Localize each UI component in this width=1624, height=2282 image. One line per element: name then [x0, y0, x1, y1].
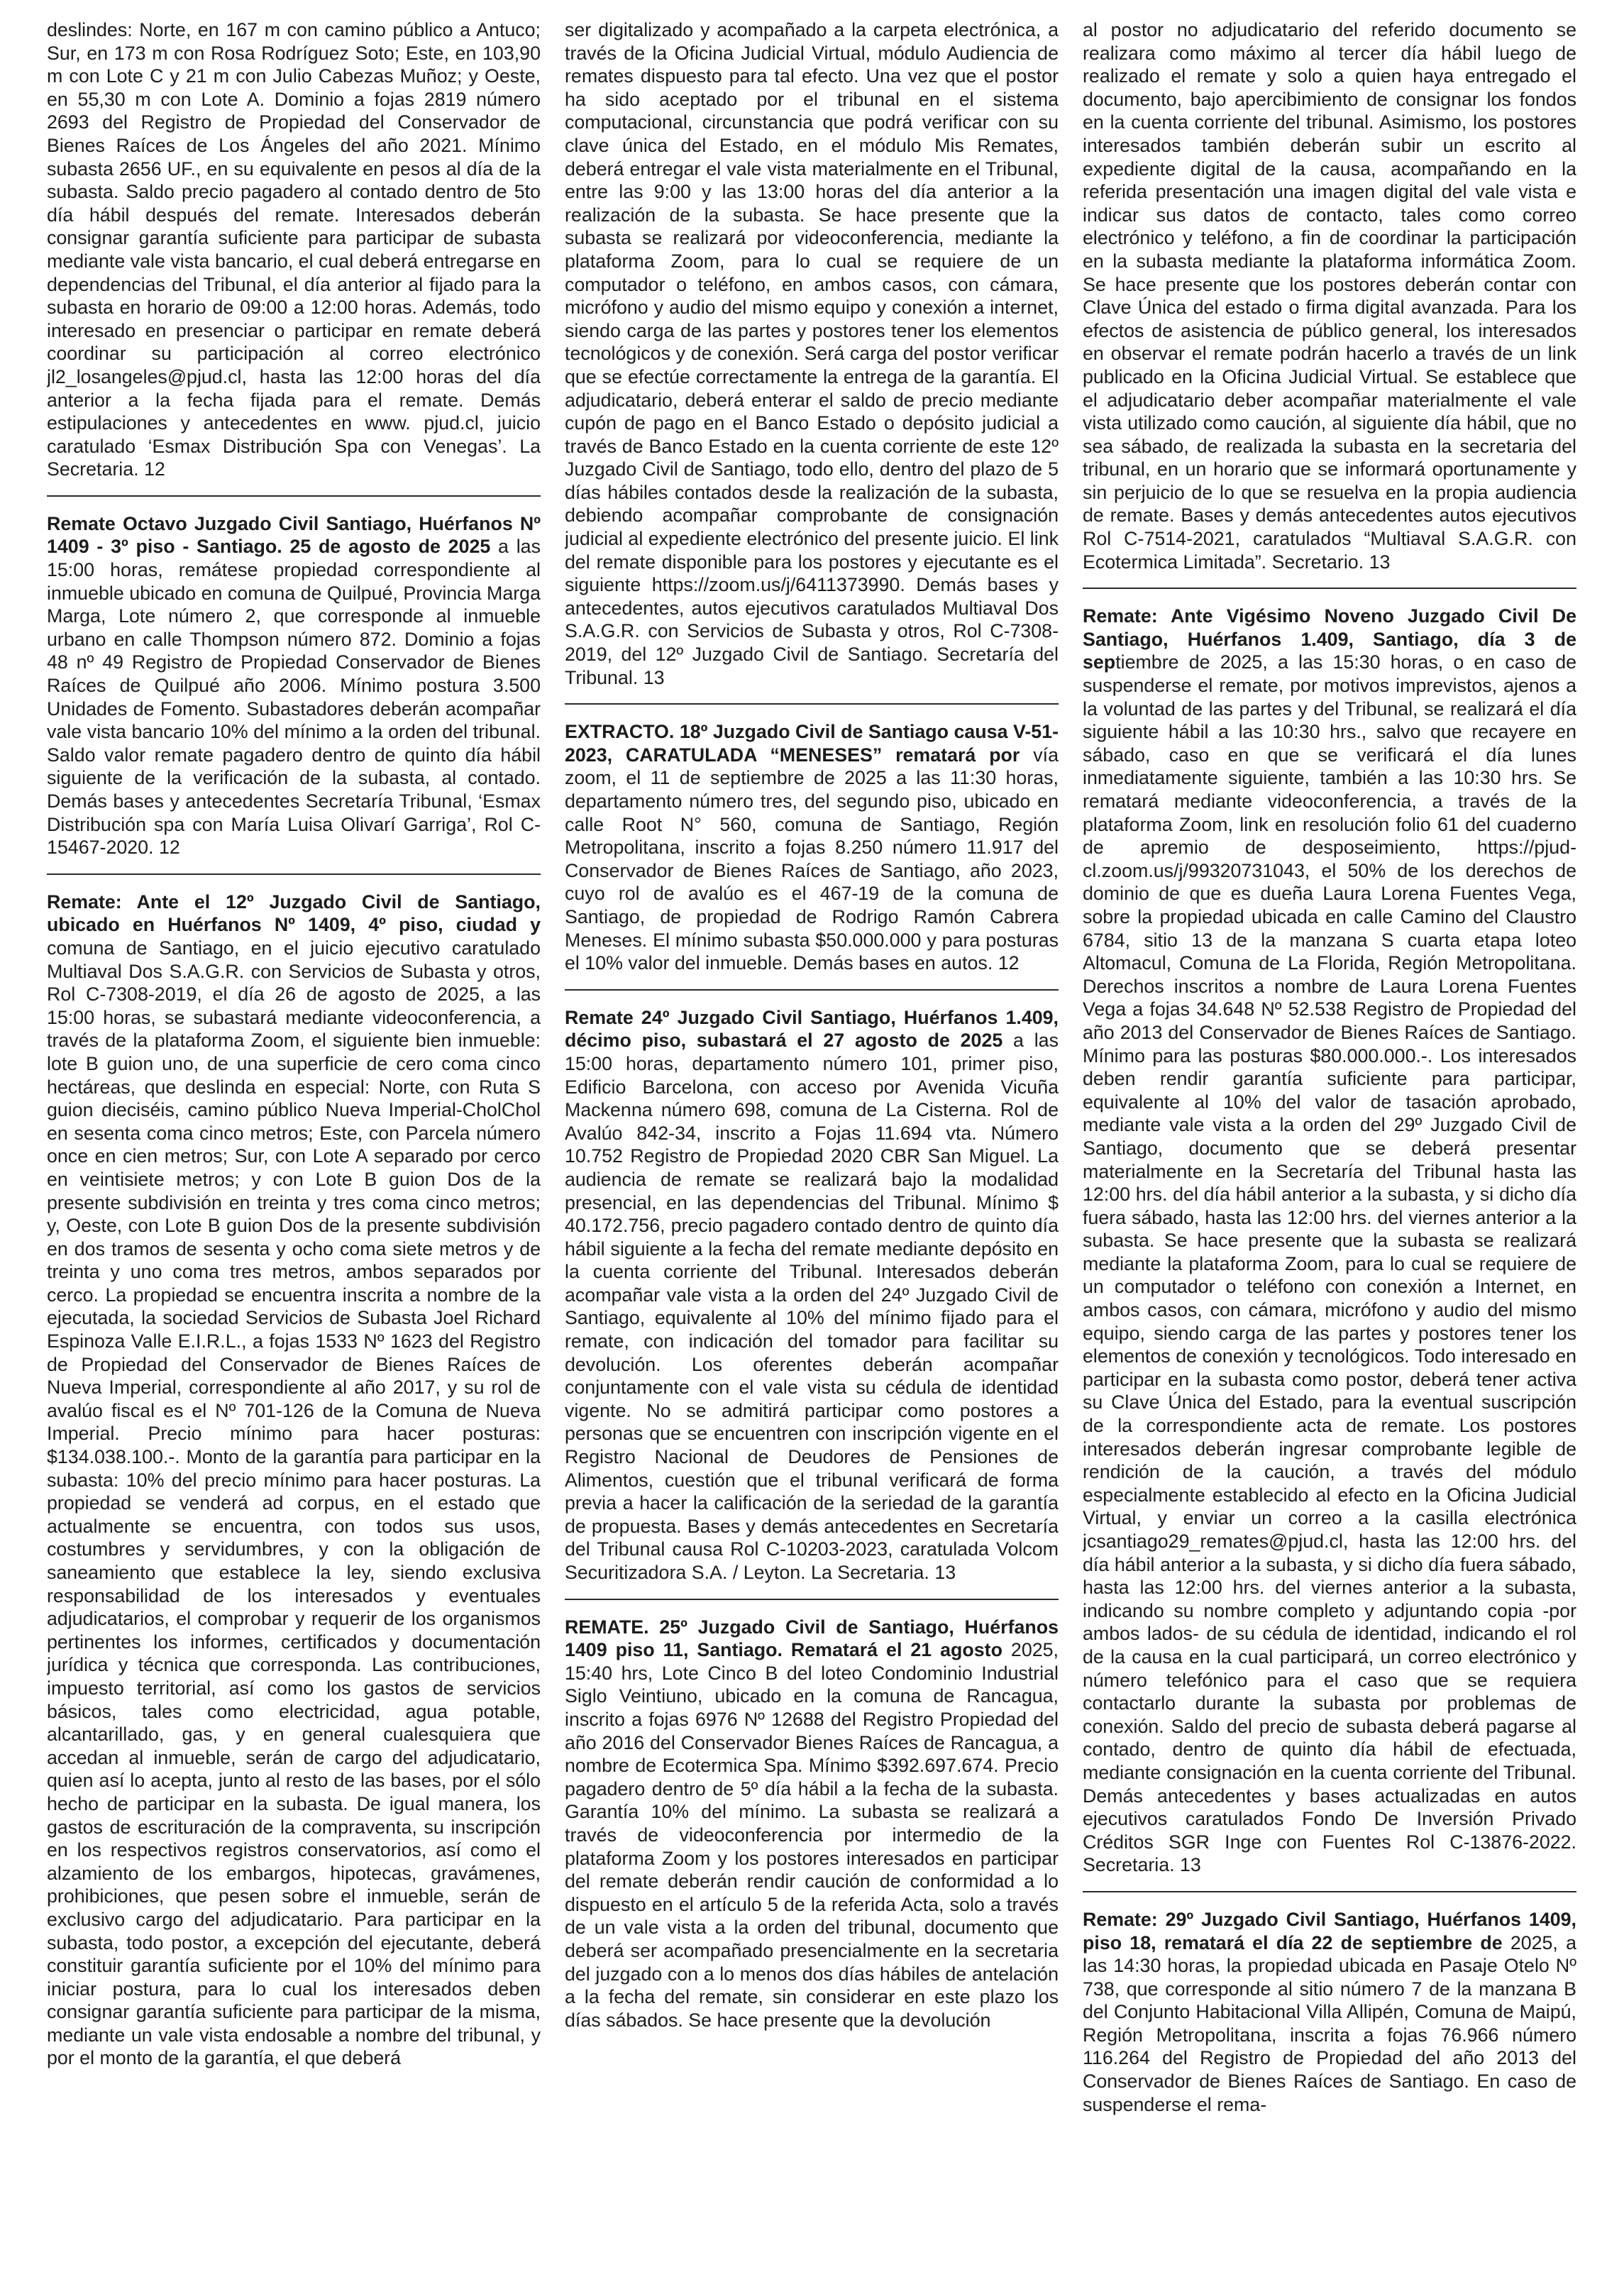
- notice-2-4: [565, 1616, 1059, 2032]
- notice-1-3: [47, 891, 541, 2070]
- divider: [565, 989, 1059, 991]
- notice-body: deslindes: Norte, en 167 m con camino público a Antuco; Sur, en 173 m con Rosa Rodríguez Soto; Este, en 103,90 m con Lote C y 21 m con Julio Cabezas Muñoz; y Oeste, en 55,30 m con Lote A. Dominio a fojas 2819 número 2693 del Registro de Propiedad del Conservador de Bienes Raíces de Los Ángeles del año 2021. Mínimo subasta 2656 UF., en su equivalente en pesos al día de la subasta. Saldo precio pagadero al contado dentro de 5to día hábil después del remate. Interesados deberán consignar garantía suficiente para participar de subasta mediante vale vista bancario, el cual deberá entregarse en dependencias del Tribunal, el día anterior al fijado para la subasta en horario de 09:00 a 12:00 horas. Además, todo interesado en presenciar o participar en remate deberá coordinar su participación al correo electrónico jl2_losangeles@pjud.cl, hasta las 12:00 horas del día anterior a la fecha fijada para el remate. Demás estipulaciones y antecedentes en www. pjud.cl, juicio caratulado ‘Esmax Distribución Spa con Venegas’. La Secretaria. 12: [47, 19, 541, 480]
- notice-body: vía zoom, el 11 de septiembre de 2025 a las 11:30 horas, departamento número tres, del segundo piso, ubicado en calle Root N° 560, comuna de Santiago, Región Metropolitana, inscrito a fojas 8.250 número 11.917 del Conservador de Bienes Raíces de Santiago, año 2023, cuyo rol de avalúo es el 467-19 de la comuna de Santiago, de propiedad de Rodrigo Ramón Cabrera Meneses. El mínimo subasta $50.000.000 y para posturas el 10% valor del inmueble. Demás bases en autos. 12: [565, 744, 1059, 974]
- divider: [47, 495, 541, 497]
- notice-body: 2025, 15:40 hrs, Lote Cinco B del loteo Condominio Industrial Siglo Veintiuno, ubicado en la comuna de Rancagua, inscrito a fojas 6976 Nº 12688 del Registro Propiedad del año 2016 del Conservador Bienes Raíces de Rancagua, a nombre de Ecotermica Spa. Mínimo $392.697.674. Precio pagadero dentro de 5º día hábil a la fecha de la subasta. Garantía 10% del mínimo. La subasta se realizará a través de videoconferencia por intermedio de la plataforma Zoom y los postores interesados en participar del remate deberán rendir caución de conformidad a lo dispuesto en el artículo 5 de la referida Acta, solo a través de un vale vista a la orden del tribunal, documento que deberá ser acompañado presencialmente en la secretaria del juzgado con a lo menos dos días hábiles de antelación a la fecha del remate, sin considerar en este plazo los días sábados. Se hace presente que la devolución: [565, 1639, 1059, 2031]
- notice-body: a las 15:00 horas, departamento número 101, primer piso, Edificio Barcelona, con acceso por Avenida Vicuña Mackenna número 698, comuna de La Cisterna. Rol de Avalúo 842-34, inscrito a Fojas 11.694 vta. Número 10.752 Registro de Propiedad 2020 CBR San Miguel. La audiencia de remate se realizará bajo la modalidad presencial, en las dependencias del Tribunal. Mínimo $ 40.172.756, precio pagadero contado dentro de quinto día hábil siguiente a la fecha del remate mediante depósito en la cuenta corriente del Tribunal. Interesados deberán acompañar vale vista a la orden del 24º Juzgado Civil de Santiago, equivalente al 10% del mínimo fijado para el remate, con indicación del tomador para facilitar su devolución. Los oferentes deberán acompañar conjuntamente con el vale vista su cédula de identidad vigente. No se admitirá participar como postores a personas que se encuentren con inscripción vigente en el Registro Nacional de Deudores de Pensiones de Alimentos, cuestión que el tribunal verificará de forma previa a hacer la calificación de la seriedad de la garantía de propuesta. Bases y demás antecedentes en Secretaría del Tribunal causa Rol C-10203-2023, caratulada Volcom Securitizadora S.A. / Leyton. La Secretaria. 13: [565, 1030, 1059, 1583]
- notice-heading: Remate 24º Juzgado Civil Santiago, Huérfanos 1.409, décimo piso, subastará el 27 agosto de 2025: [565, 1006, 1059, 1052]
- divider: [565, 703, 1059, 705]
- notice-body: ser digitalizado y acompañado a la carpeta electrónica, a través de la Oficina Judicial Virtual, módulo Audiencia de remates dispuesto para tal efecto. Una vez que el postor ha sido aceptado por el tribunal en el sistema computacional, circunstancia que podrá verificar con su clave única del Estado, en el módulo Mis Remates, deberá entregar el vale vista materialmente en el Tribunal, entre las 9:00 y las 13:00 horas del día anterior a la realización de la subasta. Se hace presente que la subasta se realizará por videoconferencia, mediante la plataforma Zoom, para lo cual se requiere de un computador o teléfono, en ambos casos, con cámara, micrófono y audio del mismo equipo y conexión a internet, siendo carga de las partes y postores tener los elementos tecnológicos y de conexión. Será carga del postor verificar que se efectúe correctamente la entrega de la garantía. El adjudicatario, deberá enterar el saldo de precio mediante cupón de pago en el Banco Estado o depósito judicial a través de Banco Estado en la cuenta corriente de este 12º Juzgado Civil de Santiago, todo ello, dentro del plazo de 5 días hábiles contados desde la realización de la subasta, debiendo acompañar comprobante de consignación judicial al expediente electrónico del presente juicio. El link del remate disponible para los postores y ejecutante es el siguiente https://zoom.us/j/6411373990. Demás bases y antecedentes, autos ejecutivos caratulados Multiaval Dos S.A.G.R. con Servicios de Subasta y otros, Rol C-7308-2019, del 12º Juzgado Civil de Santiago. Secretaría del Tribunal. 13: [565, 19, 1059, 688]
- notice-2-1: [565, 18, 1059, 689]
- notice-2-2: [565, 720, 1059, 975]
- notice-heading: EXTRACTO. 18º Juzgado Civil de Santiago causa V-51-2023, CARATULADA “MENESES” rematará por: [565, 721, 1059, 766]
- notice-1-1: [47, 18, 541, 481]
- notice-heading: Remate: 29º Juzgado Civil Santiago, Huérfanos 1409, piso 18, rematará el día 22 de septiembre de: [1083, 1908, 1576, 1953]
- notice-body: al postor no adjudicatario del referido documento se realizara como máximo al tercer día hábil luego de realizado el remate y solo a quien haya entregado el documento, bajo apercibimiento de consignar los fondos en la cuenta corriente del tribunal. Asimismo, los postores interesados también deberán subir un escrito al expediente digital de la causa, acompañando en la referida presentación una imagen digital del vale vista e indicar sus datos de contacto, tales como correo electrónico y teléfono, a fin de coordinar la participación en la subasta mediante la plataforma informática Zoom. Se hace presente que los postores deberán contar con Clave Única del estado o firma digital avanzada. Para los efectos de asistencia de público general, los interesados en observar el remate podrán hacerlo a través de un link publicado en la Oficina Judicial Virtual. Se establece que el adjudicatario deber acompañar materialmente el vale vista utilizado como caución, al siguiente día hábil, que no sea sábado, de realizada la subasta en la secretaria del tribunal, en un horario que se informará oportunamente y sin perjuicio de lo que se resuelva en la propia audiencia de remate. Bases y demás antecedentes autos ejecutivos Rol C-7514-2021, caratulados “Multiaval S.A.G.R. con Ecotermica Limitada”. Secretario. 13: [1083, 19, 1576, 573]
- notice-3-2: [1083, 605, 1576, 1877]
- notice-body: tiembre de 2025, a las 15:30 horas, o en caso de suspenderse el remate, por motivos imprevistos, ajenos a la voluntad de las partes y del Tribunal, se realizará el día siguiente hábil a las 10:30 hrs., salvo que recayere en sábado, caso en que se verificará el día lunes inmediatamente siguiente, también a las 10:30 hrs. Se rematará mediante videoconferencia, a través de la plataforma Zoom, link en resolución folio 61 del cuaderno de apremio de desposeimiento, https://pjud-cl.zoom.us/j/99320731043, el 50% de los derechos de dominio de que es dueña Laura Lorena Fuentes Vega, sobre la propiedad ubicada en calle Camino del Claustro 6784, sitio 13 de la manzana S cuarta etapa loteo Altomacul, Comuna de La Florida, Región Metropolitana. Derechos inscritos a nombre de Laura Lorena Fuentes Vega a fojas 34.648 Nº 52.538 Registro de Propiedad del año 2013 del Conservador de Bienes Raíces de Santiago. Mínimo para las posturas $80.000.000.-. Los interesados deben rendir garantía suficiente para participar, equivalente al 10% del valor de tasación aprobado, mediante vale vista a la orden del 29º Juzgado Civil de Santiago, documento que se deberá presentar materialmente en la Secretaría del Tribunal hasta las 12:00 hrs. del día hábil anterior a la subasta, y si dicho día fuera sábado, hasta las 12:00 hrs. del viernes anterior a la subasta. Se hace presente que la subasta se realizará mediante la plataforma Zoom, para lo cual se requiere de un computador o teléfono con conexión a Internet, en ambos casos, con cámara, micrófono y audio del mismo equipo, siendo carga de las partes y postores tener los elementos de conexión y tecnológicos. Todo interesado en participar en la subasta como postor, deberá tener activa su Clave Única del Estado, para la eventual suscripción de la correspondiente acta de remate. Los postores interesados deberán ingresar comprobante legible de rendición de la caución, a través del módulo especialmente establecido al efecto en la Oficina Judicial Virtual, y enviar un correo a la casilla electrónica jcsantiago29_remates@pjud.cl, hasta las 12:00 hrs. del día hábil anterior a la subasta, y si dicho día fuera sábado, hasta las 12:00 hrs. del viernes anterior a la subasta, indicando su nombre completo y adjuntando copia -por ambos lados- de su cédula de identidad, indicando el rol de la causa en la cual participará, un correo electrónico y número telefónico para el caso que se requiera contactarlo durante la subasta por problemas de conexión. Saldo del precio de subasta deberá pagarse al contado, dentro de quinto día hábil de efectuada, mediante consignación en la cuenta corriente del Tribunal. Demás antecedentes y bases actualizadas en autos ejecutivos caratulados Fondo De Inversión Privado Créditos SGR Inge con Fuentes Rol C-13876-2022. Secretaria. 13: [1083, 651, 1576, 1876]
- notice-body: 2025, a las 14:30 horas, la propiedad ubicada en Pasaje Otelo Nº 738, que corresponde al sitio número 7 de la manzana B del Conjunto Habitacional Villa Allipén, Comuna de Maipú, Región Metropolitana, inscrita a fojas 76.966 número 116.264 del Registro de Propiedad del año 2013 del Conservador de Bienes Raíces de Santiago. En caso de suspenderse el rema-: [1083, 1931, 1576, 2115]
- notice-heading: Remate: Ante el 12º Juzgado Civil de Santiago, ubicado en Huérfanos Nº 1409, 4º piso, ciudad y: [47, 891, 541, 936]
- notice-1-2: [47, 512, 541, 859]
- notice-body: a las 15:00 horas, remátese propiedad correspondiente al inmueble ubicado en comuna de Quilpué, Provincia Marga Marga, Lote número 2, que corresponde al inmueble urbano en calle Thompson número 872. Dominio a fojas 48 nº 49 Registro de Propiedad Conservador de Bienes Raíces de Quilpué año 2006. Mínimo postura 3.500 Unidades de Fomento. Subastadores deberán acompañar vale vista bancario 10% del mínimo a la orden del tribunal. Saldo valor remate pagadero dentro de quinto día hábil siguiente de la verificación de la subasta, al contado. Demás bases y antecedentes Secretaría Tribunal, ‘Esmax Distribución spa con María Luisa Olivarí Garriga’, Rol C-15467-2020. 12: [47, 536, 541, 859]
- notice-heading: REMATE. 25º Juzgado Civil de Santiago, Huérfanos 1409 piso 11, Santiago. Rematará el 21 agosto: [565, 1616, 1059, 1661]
- column-3: [1083, 18, 1576, 2282]
- notice-2-3: [565, 1006, 1059, 1584]
- divider: [1083, 1891, 1576, 1892]
- notice-3-3: [1083, 1908, 1576, 2116]
- column-2: [565, 18, 1059, 2282]
- notice-3-1: [1083, 18, 1576, 573]
- notice-heading: Remate Octavo Juzgado Civil Santiago, Huérfanos Nº 1409 - 3º piso - Santiago. 25 de agosto de 2025: [47, 512, 541, 558]
- column-1: [47, 18, 541, 2282]
- notice-heading: Remate: Ante Vigésimo Noveno Juzgado Civil De Santiago, Huérfanos 1.409, Santiago, día 3 de sep: [1083, 605, 1576, 673]
- notice-body: comuna de Santiago, en el juicio ejecutivo caratulado Multiaval Dos S.A.G.R. con Servicios de Subasta y otros, Rol C-7308-2019, el día 26 de agosto de 2025, a las 15:00 horas, se subastará mediante videoconferencia, a través de la plataforma Zoom, el siguiente bien inmueble: lote B guion uno, de una superficie de cero coma cinco hectáreas, que deslinda en especial: Norte, con Ruta S guion dieciséis, camino público Nueva Imperial-CholChol en sesenta coma cinco metros; Este, con Parcela número once en cien metros; Sur, con Lote A separado por cerco en veintisiete metros; y con Lote B guion Dos de la presente subdivisión en treinta y tres coma cinco metros; y, Oeste, con Lote B guion Dos de la presente subdivisión en dos tramos de sesenta y ocho coma siete metros y de treinta y uno coma tres metros, ambos separados por cerco. La propiedad se encuentra inscrita a nombre de la ejecutada, la sociedad Servicios de Subasta Joel Richard Espinoza Valle E.I.R.L., a fojas 1533 Nº 1623 del Registro de Propiedad del Conservador de Bienes Raíces de Nueva Imperial, correspondiente al año 2017, y su rol de avalúo fiscal es el Nº 701-126 de la Comuna de Nueva Imperial. Precio mínimo para hacer posturas: $134.038.100.-. Monto de la garantía para participar en la subasta: 10% del precio mínimo para hacer posturas. La propiedad se venderá ad corpus, en el estado que actualmente se encuentra, con todos sus usos, costumbres y servidumbres, y con la obligación de saneamiento que establece la ley, siendo exclusiva responsabilidad de los interesados y eventuales adjudicatarios, el comprobar y requerir de los organismos pertinentes los informes, certificados y documentación jurídica y técnica que corresponda. Las contribuciones, impuesto territorial, así como los gastos de servicios básicos, tales como electricidad, agua potable, alcantarillado, gas, y en general cualesquiera que accedan al inmueble, serán de cargo del adjudicatario, quien así lo acepta, junto al resto de las bases, por el sólo hecho de participar en la subasta. De igual manera, los gastos de escrituración de la compraventa, su inscripción en los respectivos registros conservatorios, así como el alzamiento de los embargos, hipotecas, gravámenes, prohibiciones, que pesen sobre el inmueble, serán de exclusivo cargo del adjudicatario. Para participar en la subasta, todo postor, a excepción del ejecutante, deberá constituir garantía suficiente por el 10% del mínimo para iniciar postura, para lo cual los interesados deben consignar garantía suficiente para participar de la misma, mediante un vale vista endosable a nombre del tribunal, y por el monto de la garantía, el que deberá: [47, 937, 541, 2069]
- divider: [565, 1599, 1059, 1600]
- divider: [1083, 588, 1576, 589]
- divider: [47, 873, 541, 875]
